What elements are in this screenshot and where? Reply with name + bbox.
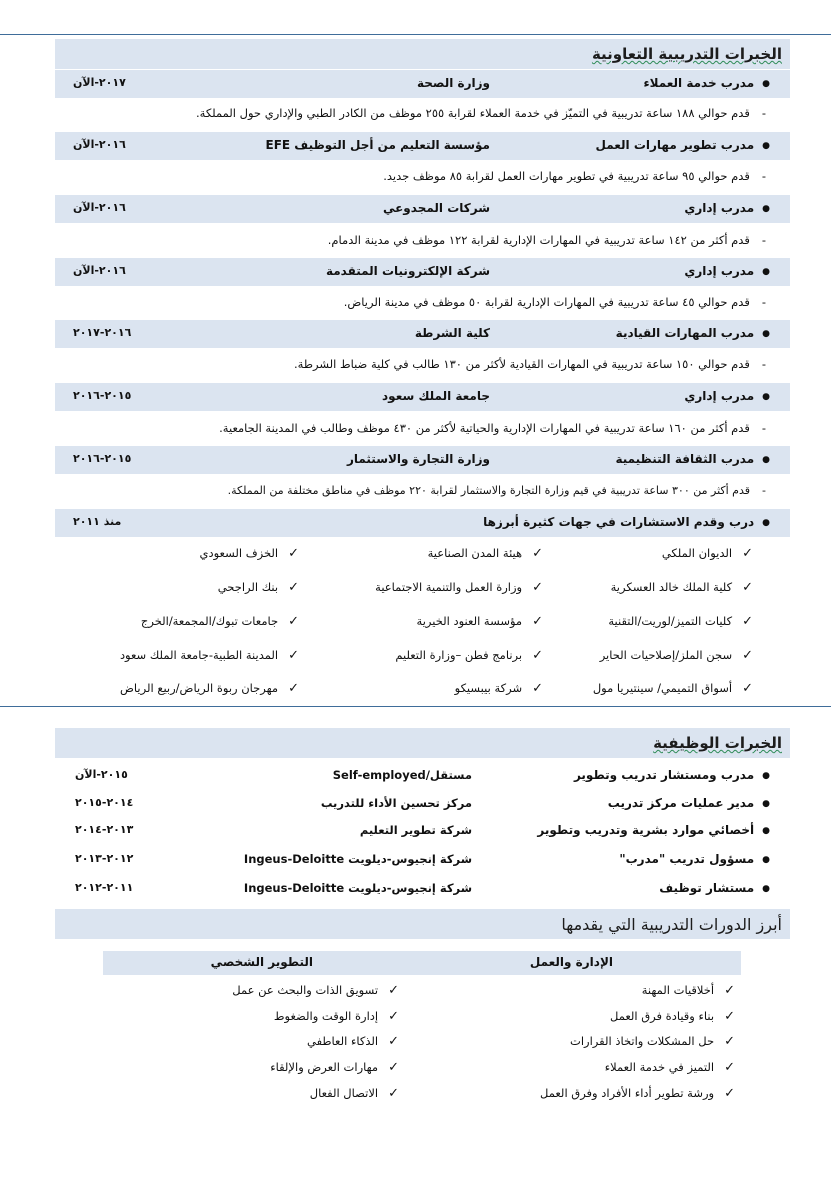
coop-row [55,446,790,474]
coop-org: جامعة الملك سعود [382,389,490,403]
management-course: ✓بناء وقيادة فرق العمل [610,1009,735,1024]
job-org: شركة إنجيوس-ديلويت Ingeus-Deloitte [243,881,472,895]
job-row [55,792,790,816]
coop-role: ● مدرب إداري [684,264,770,278]
coop-org: شركة الإلكترونيات المتقدمة [325,264,490,278]
coop-desc [55,416,790,442]
coop-years: ٢٠١٥-٢٠١٦ [73,389,132,402]
check-icon: ✓ [388,1009,399,1024]
coop-years: ٢٠١٦-الآن [73,138,126,151]
job-row [55,764,790,788]
coop-desc [55,164,790,190]
coop-years: ٢٠١٥-٢٠١٦ [73,452,132,465]
coop-desc-text: - قدم أكثر من ١٦٠ ساعة تدريبية في المهارات الإدارية والحياتية لأكثر من ٤٣٠ موظف وطالب في المدينة الجامعية. [219,421,766,435]
check-icon: ✓ [742,580,753,595]
consult-item: ✓شركة بيبسيكو [454,681,543,696]
coop-years: ٢٠١٦-الآن [73,264,126,277]
courses-section-title: أبرز الدورات التدريبية التي يقدمها [561,914,782,934]
consult-item: ✓أسواق التميمي/ سينتيريا مول [592,681,753,696]
personal-course: ✓مهارات العرض والإلقاء [270,1060,399,1075]
check-icon: ✓ [288,546,299,561]
consult-item: ✓الخزف السعودي [199,546,299,561]
consult-item: ✓وزارة العمل والتنمية الاجتماعية [375,580,543,595]
coop-role: ● مدرب تطوير مهارات العمل [596,138,771,152]
courses-column-header [103,951,741,975]
coop-org: مؤسسة التعليم من أجل التوظيف EFE [265,138,490,152]
consult-item: ✓مهرجان ربوة الرياض/ربيع الرياض [120,681,299,696]
coop-org: شركات المجدوعي [382,201,490,215]
management-course: ✓ورشة تطوير أداء الأفراد وفرق العمل [540,1086,735,1101]
job-org: مستقل/Self-employed [332,768,472,782]
personal-course: ✓تسويق الذات والبحث عن عمل [232,983,399,998]
check-icon: ✓ [742,648,753,663]
jobs-section-title: الخبرات الوظيفية [653,734,782,752]
consult-item: ✓كليات التميز/لوريت/التقنية [608,614,753,629]
coop-desc [55,479,790,505]
coop-desc-text: - قدم حوالي ١٥٠ ساعة تدريبية في المهارات القيادية لأكثر من ١٣٠ طالب في كلية ضباط الشرطة. [294,357,766,371]
job-title: ● مستشار توظيف [659,881,770,895]
personal-course: ✓الاتصال الفعال [309,1086,399,1101]
coop-desc-text: - قدم حوالي ٤٥ ساعة تدريبية في المهارات الإدارية لقرابة ٥٠ موظف في مدينة الرياض. [344,295,766,309]
check-icon: ✓ [532,614,543,629]
coop-row [55,258,790,286]
job-row [55,877,790,901]
coop-desc [55,352,790,378]
coop-role: ● مدرب إداري [684,389,770,403]
job-title: ● مسؤول تدريب "مدرب" [619,852,770,866]
coop-desc-text: - قدم حوالي ٩٥ ساعة تدريبية في تطوير مهارات العمل لقرابة ٨٥ موظف جديد. [383,169,766,183]
check-icon: ✓ [388,1086,399,1101]
consult-item: ✓جامعات تبوك/المجمعة/الخرج [140,614,299,629]
job-years: ٢٠١٥-الآن [75,768,128,781]
cooperative-section-title: الخبرات التدريبية التعاونية [591,45,782,63]
jobs-section-header [55,728,790,758]
coop-role: ● مدرب خدمة العملاء [643,76,770,90]
coop-role: ● مدرب المهارات القيادية [616,326,770,340]
management-course: ✓التميز في خدمة العملاء [604,1060,735,1075]
job-row [55,848,790,872]
mid-rule [0,706,831,707]
coop-org: كلية الشرطة [414,326,490,340]
check-icon: ✓ [388,1060,399,1075]
check-icon: ✓ [388,983,399,998]
job-title: ● مدير عمليات مركز تدريب [608,796,770,810]
job-years: ٢٠١١-٢٠١٢ [75,881,134,894]
coop-desc [55,228,790,254]
coop-desc-text: - قدم أكثر من ٣٠٠ ساعة تدريبية في قيم وزارة التجارة والاستثمار لقرابة ٢٢٠ موظف في مناطق مختلفة من المملكة. [228,484,766,497]
coop-row [55,320,790,348]
coop-desc [55,101,790,127]
coop-desc [55,290,790,316]
job-org: شركة إنجيوس-ديلويت Ingeus-Deloitte [243,852,472,866]
personal-course: ✓الذكاء العاطفي [307,1034,399,1049]
consult-item: ✓هيئة المدن الصناعية [427,546,543,561]
job-title: ● أخصائي موارد بشرية وتدريب وتطوير [537,823,770,837]
check-icon: ✓ [724,1060,735,1075]
coop-role: ● مدرب الثقافة التنظيمية [615,452,770,466]
coop-row [55,195,790,223]
coop-years: ٢٠١٧-الآن [73,76,126,89]
check-icon: ✓ [532,681,543,696]
coop-desc-text: - قدم أكثر من ١٤٢ ساعة تدريبية في المهارات الإدارية لقرابة ١٢٢ موظف في مدينة الدمام. [328,233,766,247]
job-row [55,819,790,843]
consult-item: ✓سجن الملز/إصلاحيات الحاير [599,648,753,663]
management-column-title: الإدارة والعمل [529,955,613,969]
job-years: ٢٠١٣-٢٠١٤ [75,823,134,836]
coop-org: وزارة التجارة والاستثمار [346,452,490,466]
coop-row [55,383,790,411]
check-icon: ✓ [532,546,543,561]
management-course: ✓أخلاقيات المهنة [641,983,735,998]
consult-row [55,509,790,537]
job-title: ● مدرب ومستشار تدريب وتطوير [574,768,770,782]
consult-item: ✓كلية الملك خالد العسكرية [610,580,753,595]
check-icon: ✓ [742,681,753,696]
job-org: مركز تحسين الأداء للتدريب [320,796,472,810]
coop-years: ٢٠١٦-الآن [73,201,126,214]
check-icon: ✓ [742,614,753,629]
check-icon: ✓ [724,983,735,998]
consult-item: ✓بنك الراجحي [217,580,299,595]
check-icon: ✓ [288,580,299,595]
job-org: شركة تطوير التعليم [359,823,472,837]
check-icon: ✓ [288,648,299,663]
personal-course: ✓إدارة الوقت والضغوط [273,1009,399,1024]
consult-item: ✓مؤسسة العنود الخيرية [416,614,543,629]
coop-row [55,70,790,98]
check-icon: ✓ [288,614,299,629]
check-icon: ✓ [724,1009,735,1024]
coop-desc-text: - قدم حوالي ١٨٨ ساعة تدريبية في التميّز في خدمة العملاء لقرابة ٢٥٥ موظف من الكادر الطبي والإداري حول المملكة. [196,106,766,120]
check-icon: ✓ [532,580,543,595]
check-icon: ✓ [388,1034,399,1049]
top-rule [0,34,831,35]
check-icon: ✓ [288,681,299,696]
check-icon: ✓ [742,546,753,561]
job-years: ٢٠١٢-٢٠١٣ [75,852,134,865]
check-icon: ✓ [724,1034,735,1049]
courses-section-header [55,909,790,939]
job-years: ٢٠١٤-٢٠١٥ [75,796,134,809]
check-icon: ✓ [724,1086,735,1101]
consult-item: ✓برنامج فطن –وزارة التعليم [395,648,543,663]
cooperative-section-header [55,39,790,69]
management-course: ✓حل المشكلات واتخاذ القرارات [570,1034,735,1049]
check-icon: ✓ [532,648,543,663]
consult-years: منذ ٢٠١١ [73,515,122,528]
coop-row [55,132,790,160]
personal-column-title: التطوير الشخصي [210,955,313,969]
consult-item: ✓الديوان الملكي [661,546,753,561]
coop-role: ● مدرب إداري [684,201,770,215]
coop-years: ٢٠١٦-٢٠١٧ [73,326,132,339]
consult-title: ● درب وقدم الاستشارات في جهات كثيرة أبرزها [483,515,770,529]
coop-org: وزارة الصحة [416,76,490,90]
consult-item: ✓المدينة الطبية-جامعة الملك سعود [119,648,299,663]
